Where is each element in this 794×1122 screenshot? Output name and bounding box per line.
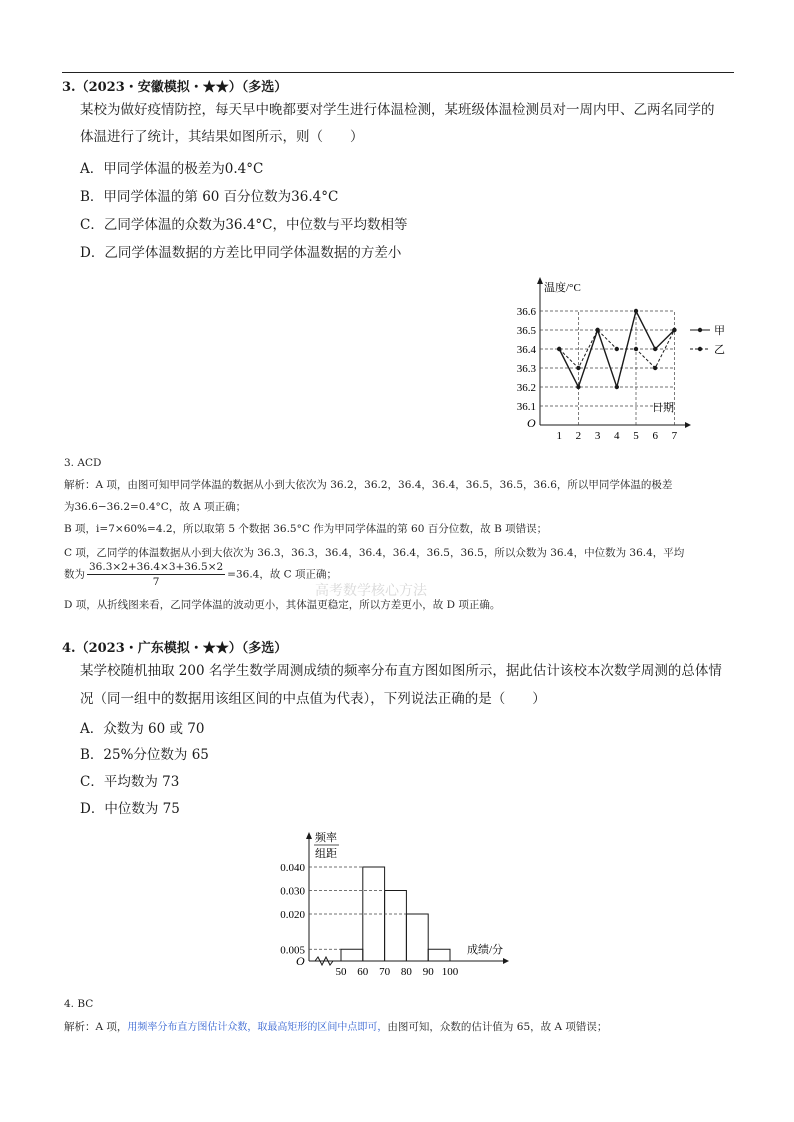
- data-point-乙: [576, 366, 580, 370]
- data-point-甲: [653, 347, 657, 351]
- x-tick-label: 3: [594, 430, 601, 440]
- x-axis-arrow: [503, 958, 509, 964]
- y-tick-label: 0.020: [280, 909, 305, 921]
- y-tick-label: 0.040: [280, 862, 305, 874]
- watermark: 高考数学核心方法: [315, 583, 427, 599]
- q4-header: 4.（2023・广东模拟・★★）（多选）: [62, 641, 288, 656]
- q3-analysis-line6: D 项，从折线图来看，乙同学体温的波动更小，其体温更稳定，所以方差更小，故 D 项正确。: [64, 599, 501, 611]
- x-tick-label: 5: [633, 430, 639, 440]
- y-axis-label-denominator: 组距: [315, 848, 337, 860]
- x-tick-label: 70: [379, 966, 391, 978]
- x-tick-label: 7: [671, 430, 678, 440]
- data-point-甲: [634, 309, 638, 313]
- q4-stem-line1: 某学校随机抽取 200 名学生数学周测成绩的频率分布直方图如图所示，据此估计该校本次数学周测的总体情: [80, 663, 722, 679]
- y-tick-label: 36.5: [516, 325, 536, 337]
- x-tick-label: 80: [400, 966, 412, 978]
- x-axis-label: 日期: [652, 402, 674, 414]
- q3-line-chart: [500, 270, 740, 440]
- legend-label-甲: 甲: [714, 325, 725, 337]
- q3-analysis-line2: 为36.6−36.2=0.4°C，故 A 项正确；: [64, 501, 247, 513]
- q4-option-d: D．中位数为 75: [80, 801, 180, 817]
- y-tick-label: 0.030: [280, 885, 305, 898]
- q4-analysis-prefix: 解析：A 项，: [64, 1021, 128, 1033]
- x-tick-label: 100: [441, 966, 459, 978]
- y-tick-label: 36.4: [516, 344, 536, 356]
- y-tick-label: 36.3: [516, 363, 536, 375]
- legend-marker-甲: [698, 328, 702, 332]
- q3-mean-numerator: 36.3×2+36.4×3+36.5×2: [89, 561, 224, 573]
- x-tick-label: 4: [614, 430, 620, 440]
- q3-mean-denominator: 7: [152, 576, 160, 588]
- q4-option-c: C．平均数为 73: [80, 774, 180, 790]
- x-axis-label: 成绩/分: [467, 944, 504, 956]
- y-axis-label-numerator: 频率: [315, 832, 337, 844]
- histogram-bar: [385, 891, 407, 962]
- x-tick-label: 1: [556, 430, 562, 440]
- y-tick-label: 36.2: [516, 382, 536, 394]
- q4-answer: 4. BC: [64, 998, 94, 1010]
- data-point-乙: [557, 347, 561, 351]
- q4-analysis-highlight: 用频率分布直方图估计众数，取最高矩形的区间中点即可，: [127, 1022, 388, 1033]
- data-point-甲: [615, 385, 619, 389]
- y-axis-label: 温度/°C: [544, 282, 581, 294]
- q3-mean-prefix: 数为: [64, 568, 85, 581]
- q3-option-d: D．乙同学体温数据的方差比甲同学体温数据的方差小: [80, 245, 402, 261]
- q3-analysis-line1: 解析：A 项，由图可知甲同学体温的数据从小到大依次为 36.2，36.2，36.4，36.4，36.5，36.5，36.6，所以甲同学体温的极差: [64, 479, 673, 491]
- x-axis-arrow: [685, 422, 691, 428]
- q3-stem-line2: 体温进行了统计，其结果如图所示，则（ ）: [80, 129, 364, 145]
- q3-option-a: A．甲同学体温的极差为0.4°C: [80, 161, 264, 177]
- q4-analysis-line1: [64, 1020, 607, 1035]
- y-tick-label: 36.1: [516, 401, 536, 413]
- histogram-bar: [428, 949, 450, 961]
- x-tick-label: 6: [652, 430, 658, 440]
- q3-mean-suffix: =36.4，故 C 项正确；: [227, 568, 338, 581]
- y-tick-label: 36.6: [516, 306, 536, 318]
- data-point-乙: [653, 366, 657, 370]
- data-point-乙: [595, 328, 599, 332]
- x-tick-label: 90: [422, 966, 434, 978]
- data-point-乙: [634, 347, 638, 351]
- q4-analysis-suffix: 由图可知，众数的估计值为 65，故 A 项错误；: [387, 1021, 608, 1033]
- x-tick-label: 50: [335, 966, 347, 978]
- q4-option-b: B．25%分位数为 65: [80, 747, 209, 763]
- q3-option-c: C．乙同学体温的众数为36.4°C，中位数与平均数相等: [80, 217, 408, 233]
- origin-label: O: [527, 416, 536, 430]
- legend-label-乙: 乙: [714, 344, 725, 356]
- q3-option-b: B．甲同学体温的第 60 百分位数为36.4°C: [80, 189, 339, 205]
- top-rule: [62, 72, 734, 73]
- q3-header: 3.（2023・安徽模拟・★★）（多选）: [62, 80, 288, 95]
- q4-histogram: [265, 825, 555, 985]
- histogram-bar: [341, 949, 363, 961]
- q3-answer: 3. ACD: [64, 457, 102, 469]
- q3-stem-line1: 某校为做好疫情防控，每天早中晚都要对学生进行体温检测，某班级体温检测员对一周内甲、乙两名同学的: [80, 102, 715, 118]
- y-axis-arrow: [306, 832, 312, 839]
- legend-marker-乙: [698, 347, 702, 351]
- data-point-甲: [576, 385, 580, 389]
- x-tick-label: 2: [575, 430, 582, 440]
- q3-analysis-line5: [64, 560, 337, 589]
- histogram-bar: [406, 914, 428, 961]
- data-point-乙: [672, 328, 676, 332]
- origin-label: O: [296, 954, 305, 968]
- q4-stem-line2: 况（同一组中的数据用该组区间的中点值为代表），下列说法正确的是（ ）: [80, 691, 546, 707]
- y-tick-label: 0.005: [280, 944, 305, 957]
- q3-mean-fraction: [87, 560, 225, 589]
- q3-analysis-line3: B 项，i=7×60%=4.2，所以取第 5 个数据 36.5°C 作为甲同学体温的第 60 百分位数，故 B 项错误；: [64, 523, 548, 535]
- x-tick-label: 60: [357, 966, 369, 978]
- data-point-乙: [615, 347, 619, 351]
- y-axis-arrow: [537, 277, 543, 284]
- q3-analysis-line4: C 项，乙同学的体温数据从小到大依次为 36.3，36.3，36.4，36.4，36.4，36.5，36.5，所以众数为 36.4，中位数为 36.4，平均: [64, 547, 685, 559]
- q4-option-a: A．众数为 60 或 70: [80, 721, 205, 737]
